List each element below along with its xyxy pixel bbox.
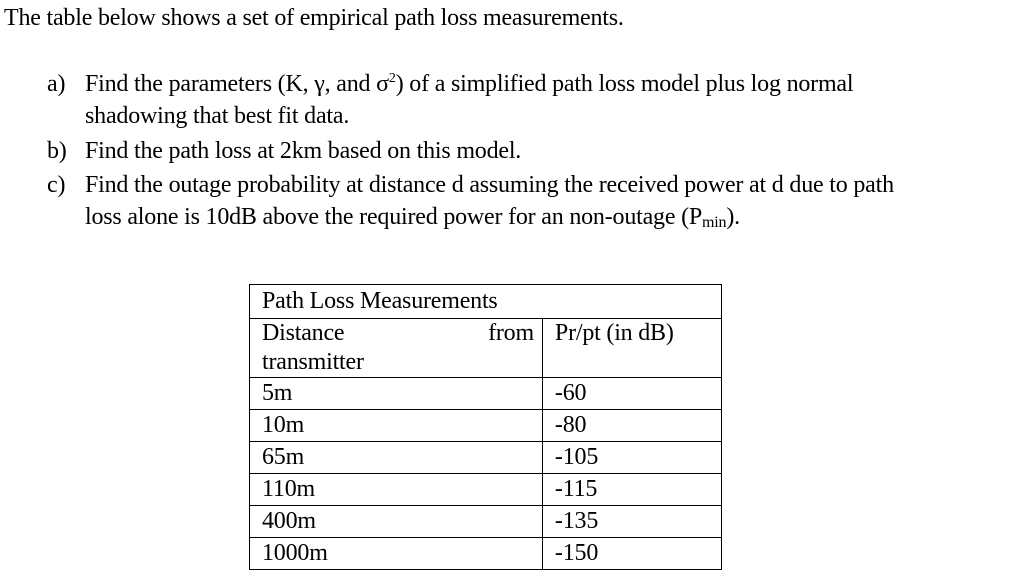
question-a-line2: shadowing that best fit data. xyxy=(85,103,350,129)
table-row xyxy=(250,474,722,506)
question-b-marker: b) xyxy=(47,138,67,164)
table-row xyxy=(250,442,722,474)
row-distance: 400m xyxy=(250,506,543,538)
question-c-line1: Find the outage probability at distance d assuming the received power at d due to path xyxy=(85,172,894,198)
question-a-line1: Find the parameters (K, γ, and $\sigma^2$) of a simplified path loss model plus log normal xyxy=(85,71,854,97)
p-min-subscript: min xyxy=(702,214,727,231)
table-row xyxy=(250,410,722,442)
header-distance: Distance from transmitter xyxy=(250,319,543,378)
row-power: -60 xyxy=(542,378,721,410)
table-row xyxy=(250,538,722,570)
row-power: -135 xyxy=(542,506,721,538)
table-title: Path Loss Measurements xyxy=(250,285,722,319)
row-power: -115 xyxy=(542,474,721,506)
row-distance: 5m xyxy=(250,378,543,410)
table-row xyxy=(250,378,722,410)
row-distance: 1000m xyxy=(250,538,543,570)
intro-text: The table below shows a set of empirical path loss measurements. xyxy=(4,5,624,31)
header-power: Pr/pt (in dB) xyxy=(542,319,721,378)
sigma-exponent: 2 xyxy=(388,71,396,86)
question-b-line1: Find the path loss at 2km based on this model. xyxy=(85,138,522,164)
table-header-row xyxy=(250,319,722,378)
table-row xyxy=(250,506,722,538)
row-distance: 110m xyxy=(250,474,543,506)
row-power: -105 xyxy=(542,442,721,474)
row-power: -80 xyxy=(542,410,721,442)
question-c-line2: loss alone is 10dB above the required power for an non-outage $(P_{min})$. xyxy=(85,204,740,231)
row-distance: 65m xyxy=(250,442,543,474)
row-power: -150 xyxy=(542,538,721,570)
path-loss-table xyxy=(249,284,722,570)
question-c-marker: c) xyxy=(47,172,66,198)
row-distance: 10m xyxy=(250,410,543,442)
question-a-marker: a) xyxy=(47,71,66,97)
